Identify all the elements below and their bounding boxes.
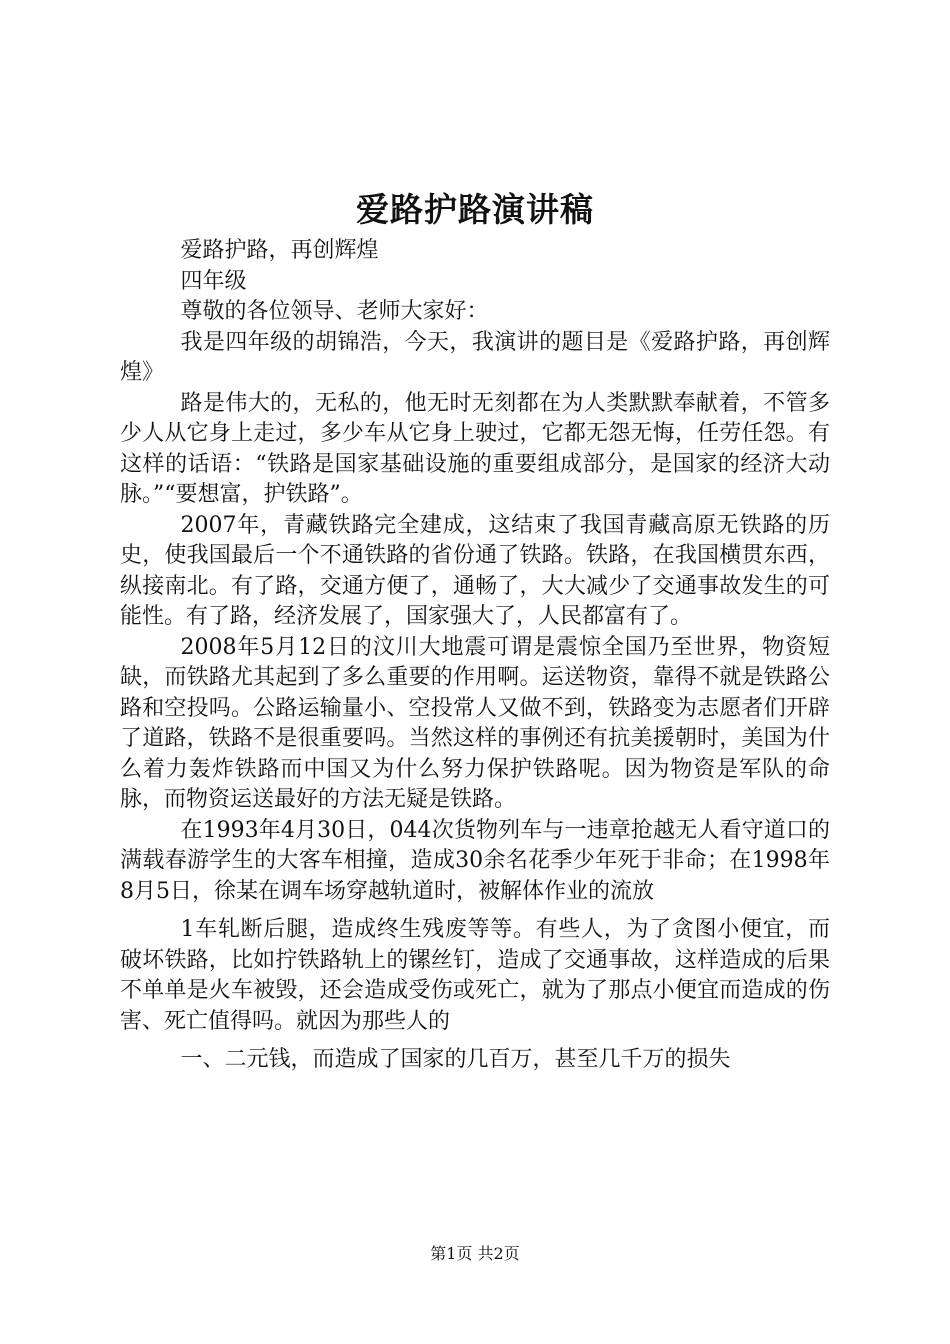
paragraph: 尊敬的各位领导、老师大家好： [180, 299, 489, 324]
paragraph: 1车轧断后腿，造成终生残废等等。有些人，为了贪图小便宜，而破坏铁路，比如拧铁路轨上的镙丝钉，造成了交通事故，这样造成的后果不单单是火车被毁，还会造成受伤或死亡，就为了那点小便宜而造成的伤害、死亡值得吗。就因为那些人的 [120, 917, 830, 1034]
page-footer: 第1页 共2页 [430, 1244, 520, 1263]
paragraph: 爱路护路，再创辉煌 [180, 238, 379, 263]
paragraph: 路是伟大的，无私的，他无时无刻都在为人类默默奉献着，不管多少人从它身上走过，多少车从它身上驶过，它都无怨无悔，任劳任怨。有这样的话语：“铁路是国家基础设施的重要组成部分，是国家的经济大动脉。”“要想富，护铁路”。 [120, 390, 830, 507]
paragraph: 一、二元钱，而造成了国家的几百万，甚至几千万的损失 [180, 1047, 731, 1072]
paragraph: 四年级 [180, 268, 247, 294]
paragraph: 在1993年4月30日，044次货物列车与一违章抢越无人看守道口的满载春游学生的大客车相撞，造成30余名花季少年死于非命；在1998年8月5日，徐某在调车场穿越轨道时，被解体作业的流放 [120, 817, 830, 904]
document-body [120, 236, 830, 1076]
paragraph: 我是四年级的胡锦浩，今天，我演讲的题目是《爱路护路，再创辉煌》 [120, 329, 830, 385]
paragraph: 2008年5月12日的汶川大地震可谓是震惊全国乃至世界，物资短缺，而铁路尤其起到了多么重要的作用啊。运送物资，靠得不就是铁路公路和空投吗。公路运输量小、空投常人又做不到，铁路变为志愿者们开辟了道路，铁路不是很重要吗。当然这样的事例还有抗美援朝时，美国为什么着力轰炸铁路而中国又为什么努力保护铁路呢。因为物资是军队的命脉，而物资运送最好的方法无疑是铁路。 [120, 634, 830, 812]
document-title: 爱路护路演讲稿 [356, 190, 594, 229]
paragraph: 2007年，青藏铁路完全建成，这结束了我国青藏高原无铁路的历史，使我国最后一个不通铁路的省份通了铁路。铁路，在我国横贯东西，纵接南北。有了路，交通方便了，通畅了，大大减少了交通事故发生的可能性。有了路，经济发展了，国家强大了，人民都富有了。 [120, 512, 830, 629]
